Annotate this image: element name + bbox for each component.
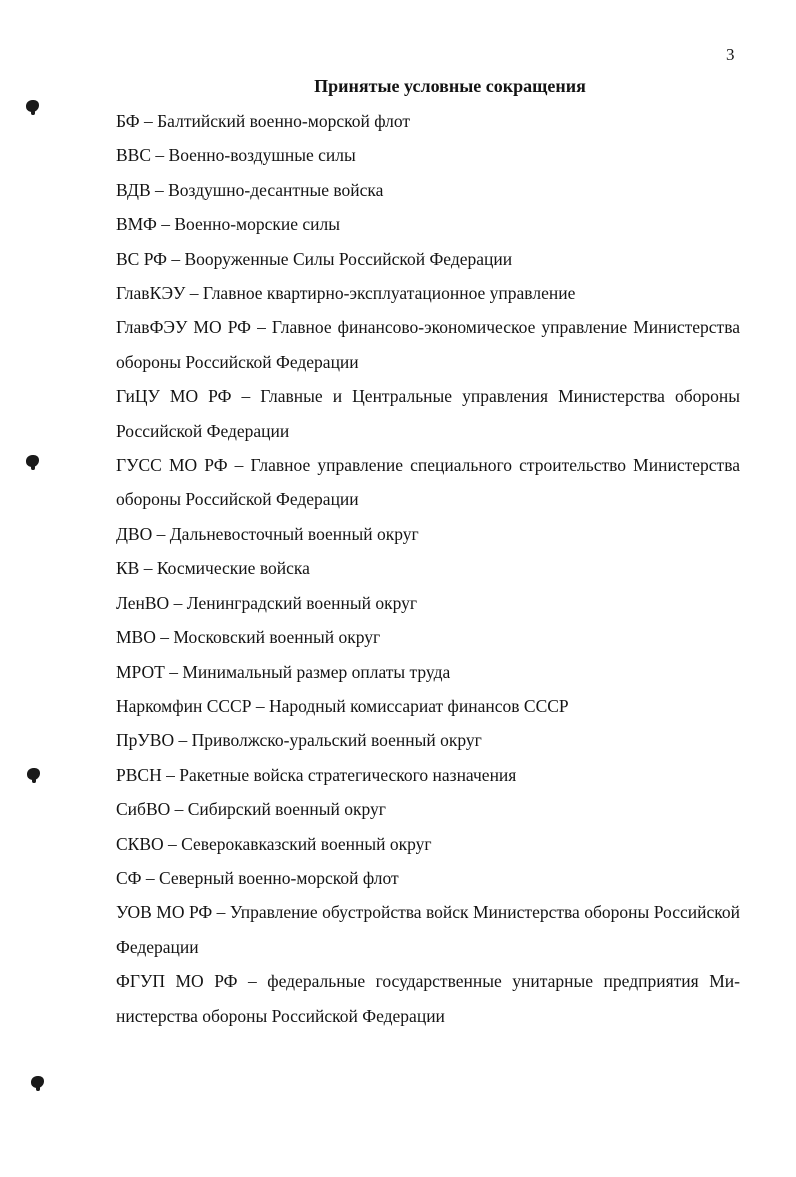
abbreviation-entry: ВДВ – Воздушно-десантные войска (116, 179, 384, 200)
abbreviation-entry: ВВС – Военно-воздушные силы (116, 145, 356, 166)
abbreviation-entry: ВС РФ – Вооруженные Силы Российской Федерации (116, 248, 513, 269)
binder-hole-mark (27, 768, 40, 780)
abbreviation-entry: ПрУВО – Приволжско-уральский военный округ (116, 730, 482, 751)
abbreviation-entry: СибВО – Сибирский военный округ (116, 799, 386, 820)
abbreviations-list (116, 104, 740, 1033)
abbreviation-entry: БФ – Балтийский военно-морской флот (116, 111, 410, 131)
abbreviation-entry: ВМФ – Военно-морские силы (116, 214, 341, 235)
binder-hole-mark (31, 1076, 44, 1088)
abbreviation-entry: ДВО – Дальневосточный военный округ (116, 523, 419, 544)
binder-hole-mark (26, 455, 39, 467)
abbreviation-entry: МРОТ – Минимальный размер оплаты труда (116, 661, 451, 682)
abbreviation-entry: ГлавКЭУ – Главное квартирно-эксплуатационное управление (116, 283, 576, 304)
abbreviation-entry: ФГУП МО РФ – федеральные государственные унитарные предприятия Министерства обороны Российской Федерации (116, 971, 740, 1026)
binder-hole-mark (26, 100, 39, 112)
abbreviation-entry: Наркомфин СССР – Народный комиссариат финансов СССР (116, 695, 569, 716)
page-title: Принятые условные сокращения (314, 76, 586, 96)
abbreviation-entry: ГУСС МО РФ – Главное управление специального строительство Министерства обороны Российской Федерации (116, 455, 740, 510)
abbreviation-entry: СФ – Северный военно-морской флот (116, 867, 399, 888)
abbreviation-entry: КВ – Космические войска (116, 558, 310, 579)
abbreviation-entry: ГиЦУ МО РФ – Главные и Центральные управления Министерства обороны Российской Федерации (116, 386, 740, 441)
page-number: 3 (726, 45, 735, 64)
abbreviation-entry: ГлавФЭУ МО РФ – Главное финансово-экономическое управление Министерства обороны Российской Федерации (116, 317, 740, 372)
abbreviation-entry: МВО – Московский военный округ (116, 627, 381, 648)
abbreviation-entry: УОВ МО РФ – Управление обустройства войск Министерства обороны Российской Федерации (116, 902, 740, 957)
abbreviation-entry: РВСН – Ракетные войска стратегического назначения (116, 764, 517, 785)
abbreviation-entry: СКВО – Северокавказский военный округ (116, 833, 432, 854)
abbreviation-entry: ЛенВО – Ленинградский военный округ (116, 592, 418, 613)
